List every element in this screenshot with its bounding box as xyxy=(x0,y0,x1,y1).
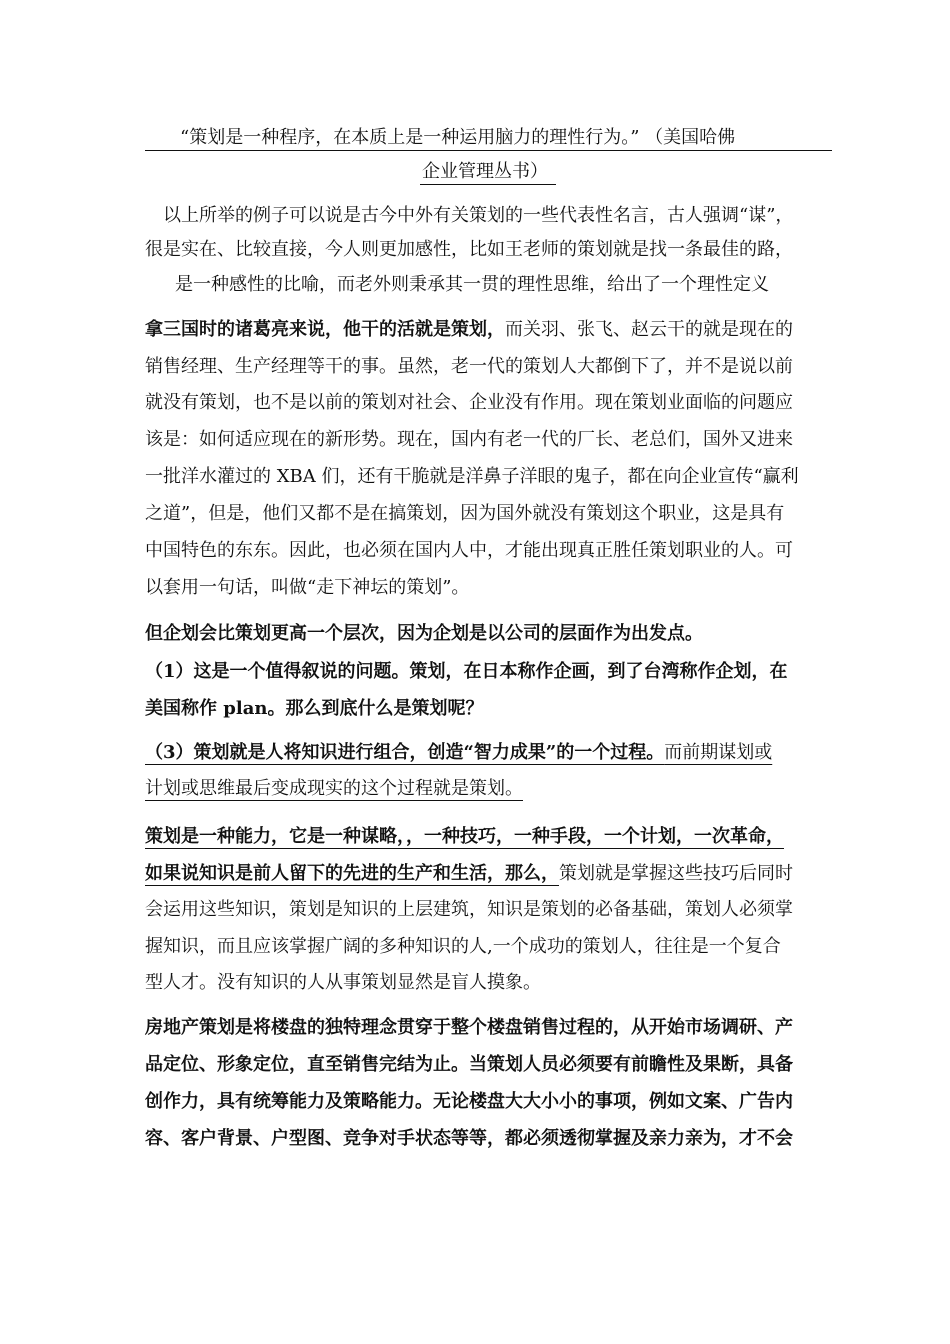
quote-underline-1 xyxy=(145,150,832,151)
zhuge-line-1 xyxy=(145,318,793,342)
ability-line-2 xyxy=(145,862,793,886)
qihua-line: 但企划会比策划更高一个层次，因为企划是以公司的层面作为出发点。 xyxy=(145,623,703,644)
realestate-line-3: 创作力，具有统筹能力及策略能力。无论楼盘大大小小的事项，例如文案、广告内 xyxy=(145,1091,793,1112)
ability-line-2-rest: 策划就是掌握这些技巧后同时 xyxy=(559,863,793,884)
zhuge-line-8: 以套用一句话，叫做“走下神坛的策划”。 xyxy=(145,577,470,598)
ability-line-4: 握知识，而且应该掌握广阔的多种知识的人,一个成功的策划人，往往是一个复合 xyxy=(145,936,781,957)
zhuge-line-2: 销售经理、生产经理等干的事。虽然，老一代的策划人大都倒下了，并不是说以前 xyxy=(145,356,793,377)
zhuge-line-3: 就没有策划，也不是以前的策划对社会、企业没有作用。现在策划业面临的问题应 xyxy=(145,392,793,413)
quote-line-2: 企业管理丛书） xyxy=(422,161,548,182)
realestate-line-1: 房地产策划是将楼盘的独特理念贯穿于整个楼盘销售过程的，从开始市场调研、产 xyxy=(145,1017,793,1038)
ability-line-2-bold: 如果说知识是前人留下的先进的生产和生活，那么， xyxy=(145,863,559,884)
realestate-line-4: 容、客户背景、户型图、竞争对手状态等等，都必须透彻掌握及亲力亲为，才不会 xyxy=(145,1128,793,1149)
ability-line-1: 策划是一种能力，它是一种谋略，，一种技巧，一种手段，一个计划，一次革命， xyxy=(145,826,784,847)
para-3-line-2: 计划或思维最后变成现实的这个过程就是策划。 xyxy=(145,778,523,799)
realestate-line-2: 品定位、形象定位，直至销售完结为止。当策划人员必须要有前瞻性及果断，具备 xyxy=(145,1054,793,1075)
intro-line-1: 以上所举的例子可以说是古今中外有关策划的一些代表性名言，古人强调“谋”， xyxy=(163,205,794,226)
quote-underline-2 xyxy=(420,184,556,185)
para-3-line-1-bold: （3）策划就是人将知识进行组合，创造“智力成果”的一个过程。 xyxy=(145,742,665,763)
para-1-line-1: （1）这是一个值得叙说的问题。策划，在日本称作企画，到了台湾称作企划，在 xyxy=(145,661,788,682)
zhuge-line-4: 该是：如何适应现在的新形势。现在，国内有老一代的厂长、老总们，国外又进来 xyxy=(145,429,793,450)
zhuge-line-1-bold: 拿三国时的诸葛亮来说，他干的活就是策划， xyxy=(145,319,505,340)
intro-line-2: 很是实在、比较直接，今人则更加感性，比如王老师的策划就是找一条最佳的路， xyxy=(145,239,793,260)
zhuge-line-1-rest: 而关羽、张飞、赵云干的就是现在的 xyxy=(505,319,793,340)
quote-line-1: “策划是一种程序，在本质上是一种运用脑力的理性行为。” （美国哈佛 xyxy=(180,127,736,148)
zhuge-line-5: 一批洋水灌过的 XBA 们，还有干脆就是洋鼻子洋眼的鬼子，都在向企业宣传“赢利 xyxy=(145,466,799,487)
para-3-line-1-rest: 而前期谋划或 xyxy=(664,742,773,763)
ability-line-5: 型人才。没有知识的人从事策划显然是盲人摸象。 xyxy=(145,972,541,993)
para-3-line-1 xyxy=(145,741,772,765)
intro-line-3: 是一种感性的比喻，而老外则秉承其一贯的理性思维，给出了一个理性定义 xyxy=(175,274,769,295)
zhuge-line-7: 中国特色的东东。因此，也必须在国内人中，才能出现真正胜任策划职业的人。可 xyxy=(145,540,793,561)
zhuge-line-6: 之道”，但是，他们又都不是在搞策划，因为国外就没有策划这个职业，这是具有 xyxy=(145,503,785,524)
ability-line-3: 会运用这些知识，策划是知识的上层建筑，知识是策划的必备基础，策划人必须掌 xyxy=(145,899,793,920)
para-1-line-2: 美国称作 plan。那么到底什么是策划呢？ xyxy=(145,698,484,719)
